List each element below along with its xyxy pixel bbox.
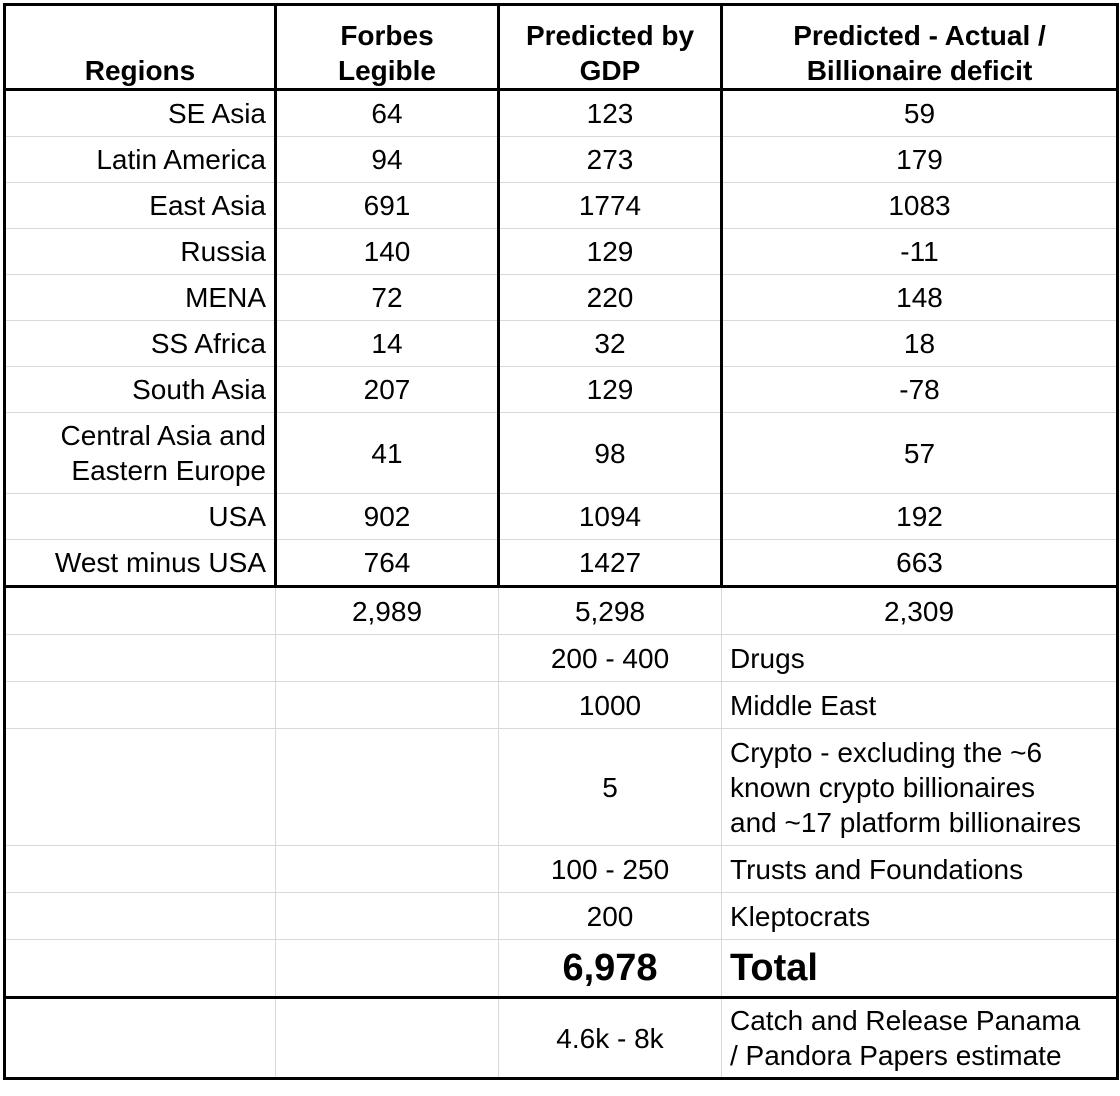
region-cell: Latin America: [5, 137, 276, 183]
totals-row: [5, 587, 1118, 635]
predicted-total: 5,298: [499, 587, 722, 635]
deficit-cell: -11: [722, 229, 1118, 275]
forbes-cell: 64: [276, 90, 499, 137]
empty-cell: [276, 998, 499, 1079]
region-cell: USA: [5, 494, 276, 540]
region-cell: South Asia: [5, 367, 276, 413]
forbes-total: 2,989: [276, 587, 499, 635]
extra-value: 100 - 250: [499, 846, 722, 893]
table-row: [5, 229, 1118, 275]
extra-value: 200: [499, 893, 722, 940]
extra-value: 1000: [499, 682, 722, 729]
extra-row: [5, 682, 1118, 729]
region-cell: East Asia: [5, 183, 276, 229]
deficit-cell: 179: [722, 137, 1118, 183]
table-row: [5, 367, 1118, 413]
empty-cell: [5, 682, 276, 729]
empty-cell: [5, 998, 276, 1079]
extra-label: Trusts and Foundations: [722, 846, 1118, 893]
deficit-cell: 1083: [722, 183, 1118, 229]
table-row: [5, 321, 1118, 367]
billionaire-table: [3, 3, 1119, 1080]
table-row: [5, 137, 1118, 183]
empty-cell: [5, 846, 276, 893]
table-row: [5, 275, 1118, 321]
empty-cell: [5, 893, 276, 940]
empty-cell: [5, 940, 276, 998]
extra-value: 5: [499, 729, 722, 846]
extra-row: [5, 893, 1118, 940]
empty-cell: [5, 635, 276, 682]
deficit-cell: 18: [722, 321, 1118, 367]
forbes-cell: 140: [276, 229, 499, 275]
catch-release-row: [5, 998, 1118, 1079]
forbes-cell: 764: [276, 540, 499, 587]
extra-value: 200 - 400: [499, 635, 722, 682]
region-cell: Russia: [5, 229, 276, 275]
predicted-cell: 32: [499, 321, 722, 367]
extra-label: Middle East: [722, 682, 1118, 729]
header-predicted-by-gdp: Predicted by GDP: [499, 5, 722, 90]
predicted-cell: 220: [499, 275, 722, 321]
extra-row: [5, 846, 1118, 893]
deficit-cell: 57: [722, 413, 1118, 494]
region-cell: SS Africa: [5, 321, 276, 367]
grand-total-value: 6,978: [499, 940, 722, 998]
forbes-cell: 902: [276, 494, 499, 540]
header-forbes-legible: Forbes Legible: [276, 5, 499, 90]
catch-release-value: 4.6k - 8k: [499, 998, 722, 1079]
table-row: [5, 540, 1118, 587]
header-row: [5, 5, 1118, 90]
empty-cell: [5, 587, 276, 635]
region-cell: SE Asia: [5, 90, 276, 137]
predicted-cell: 129: [499, 229, 722, 275]
deficit-cell: 148: [722, 275, 1118, 321]
extra-label: Crypto - excluding the ~6 known crypto billionaires and ~17 platform billionaires: [722, 729, 1118, 846]
extra-row: [5, 729, 1118, 846]
catch-release-label: Catch and Release Panama / Pandora Papers estimate: [722, 998, 1118, 1079]
deficit-total: 2,309: [722, 587, 1118, 635]
empty-cell: [5, 729, 276, 846]
predicted-cell: 1094: [499, 494, 722, 540]
region-cell: MENA: [5, 275, 276, 321]
region-cell: West minus USA: [5, 540, 276, 587]
empty-cell: [276, 940, 499, 998]
forbes-cell: 207: [276, 367, 499, 413]
predicted-cell: 1427: [499, 540, 722, 587]
predicted-cell: 123: [499, 90, 722, 137]
forbes-cell: 41: [276, 413, 499, 494]
empty-cell: [276, 893, 499, 940]
empty-cell: [276, 682, 499, 729]
deficit-cell: 663: [722, 540, 1118, 587]
table-row: [5, 413, 1118, 494]
extra-row: [5, 635, 1118, 682]
deficit-cell: 192: [722, 494, 1118, 540]
predicted-cell: 1774: [499, 183, 722, 229]
deficit-cell: 59: [722, 90, 1118, 137]
predicted-cell: 98: [499, 413, 722, 494]
region-cell: Central Asia and Eastern Europe: [5, 413, 276, 494]
table-row: [5, 183, 1118, 229]
extra-label: Kleptocrats: [722, 893, 1118, 940]
deficit-cell: -78: [722, 367, 1118, 413]
forbes-cell: 94: [276, 137, 499, 183]
extra-label: Drugs: [722, 635, 1118, 682]
forbes-cell: 14: [276, 321, 499, 367]
table-row: [5, 494, 1118, 540]
header-regions: Regions: [5, 5, 276, 90]
table-row: [5, 90, 1118, 137]
header-billionaire-deficit: Predicted - Actual / Billionaire deficit: [722, 5, 1118, 90]
grand-total-row: [5, 940, 1118, 998]
grand-total-label: Total: [722, 940, 1118, 998]
empty-cell: [276, 635, 499, 682]
predicted-cell: 129: [499, 367, 722, 413]
forbes-cell: 691: [276, 183, 499, 229]
empty-cell: [276, 729, 499, 846]
forbes-cell: 72: [276, 275, 499, 321]
predicted-cell: 273: [499, 137, 722, 183]
empty-cell: [276, 846, 499, 893]
